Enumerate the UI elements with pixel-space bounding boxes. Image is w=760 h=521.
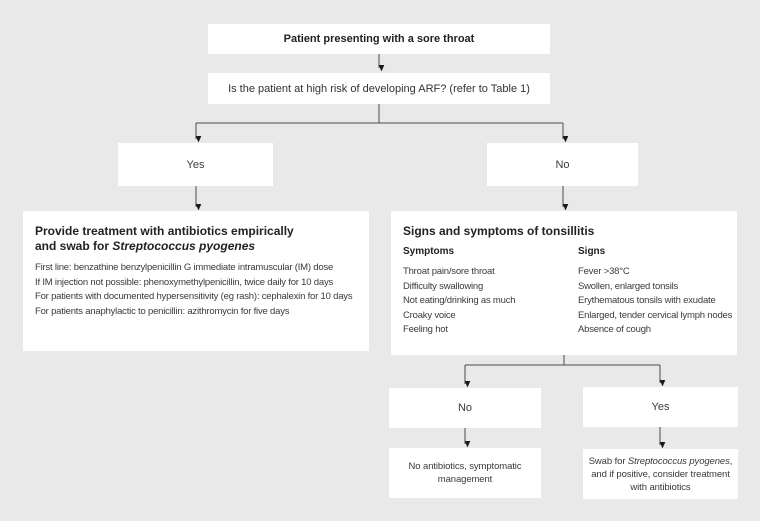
swab-label [587, 455, 734, 494]
tonsillitis-no-label: No [457, 402, 473, 414]
treatment-line: For patients anaphylactic to penicillin: azithromycin for five days [35, 305, 290, 317]
arf-risk-question-box [208, 73, 550, 104]
arf-risk-question-label: Is the patient at high risk of developing ARF? (refer to Table 1) [228, 82, 530, 95]
no-antibiotics-label: No antibiotics, symptomatic management [408, 461, 522, 485]
symptom-item: Feeling hot [403, 324, 448, 335]
sign-item: Fever >38°C [578, 266, 630, 277]
tonsillitis-columns [403, 246, 733, 338]
sign-item: Absence of cough [578, 324, 651, 335]
title-box-label: Patient presenting with a sore throat [283, 33, 475, 45]
swab-box [583, 449, 738, 499]
tonsillitis-yes-box [583, 387, 738, 427]
tonsillitis-yes-label: Yes [651, 401, 670, 413]
tonsillitis-no-box [389, 388, 541, 428]
tonsillitis-box [391, 211, 737, 355]
symptoms-header: Symptoms [403, 246, 455, 257]
treatment-box [23, 211, 369, 351]
symptom-item: Croaky voice [403, 309, 456, 321]
no-antibiotics-box [389, 448, 541, 498]
tonsillitis-heading: Signs and symptoms of tonsillitis [403, 224, 595, 238]
swab-label-prefix: Swab for [588, 455, 628, 467]
treatment-line: First line: benzathine benzylpenicillin G immediate intramuscular (IM) dose [35, 262, 334, 273]
title-box [208, 24, 550, 54]
high-risk-yes-box [118, 143, 273, 186]
high-risk-no-label: No [555, 158, 570, 171]
sign-item: Swollen, enlarged tonsils [578, 280, 679, 292]
symptoms-column [403, 246, 578, 338]
treatment-heading [35, 224, 357, 254]
sign-item: Enlarged, tender cervical lymph nodes [578, 309, 733, 321]
treatment-line: If IM injection not possible: phenoxymethylpenicillin, twice daily for 10 days [35, 276, 334, 288]
treatment-line: For patients with documented hypersensitivity (eg rash): cephalexin for 10 days [35, 291, 353, 302]
swab-label-species: Streptococcus pyogenes [627, 455, 730, 467]
high-risk-no-box [487, 143, 638, 186]
symptom-item: Throat pain/sore throat [403, 266, 495, 277]
treatment-heading-species: Streptococcus pyogenes [112, 239, 256, 253]
symptom-item: Difficulty swallowing [403, 280, 484, 292]
signs-column [578, 246, 732, 338]
treatment-heading-line2-prefix: and swab for [35, 239, 113, 253]
treatment-heading-line1: Provide treatment with antibiotics empirically [35, 224, 294, 238]
sign-item: Erythematous tonsils with exudate [578, 295, 716, 306]
swab-label-suffix: , and if positive, consider treatment with antibiotics [591, 455, 733, 493]
signs-header: Signs [578, 246, 606, 257]
high-risk-yes-label: Yes [186, 158, 205, 171]
treatment-heading-line2 [35, 239, 357, 254]
symptom-item: Not eating/drinking as much [403, 295, 516, 306]
